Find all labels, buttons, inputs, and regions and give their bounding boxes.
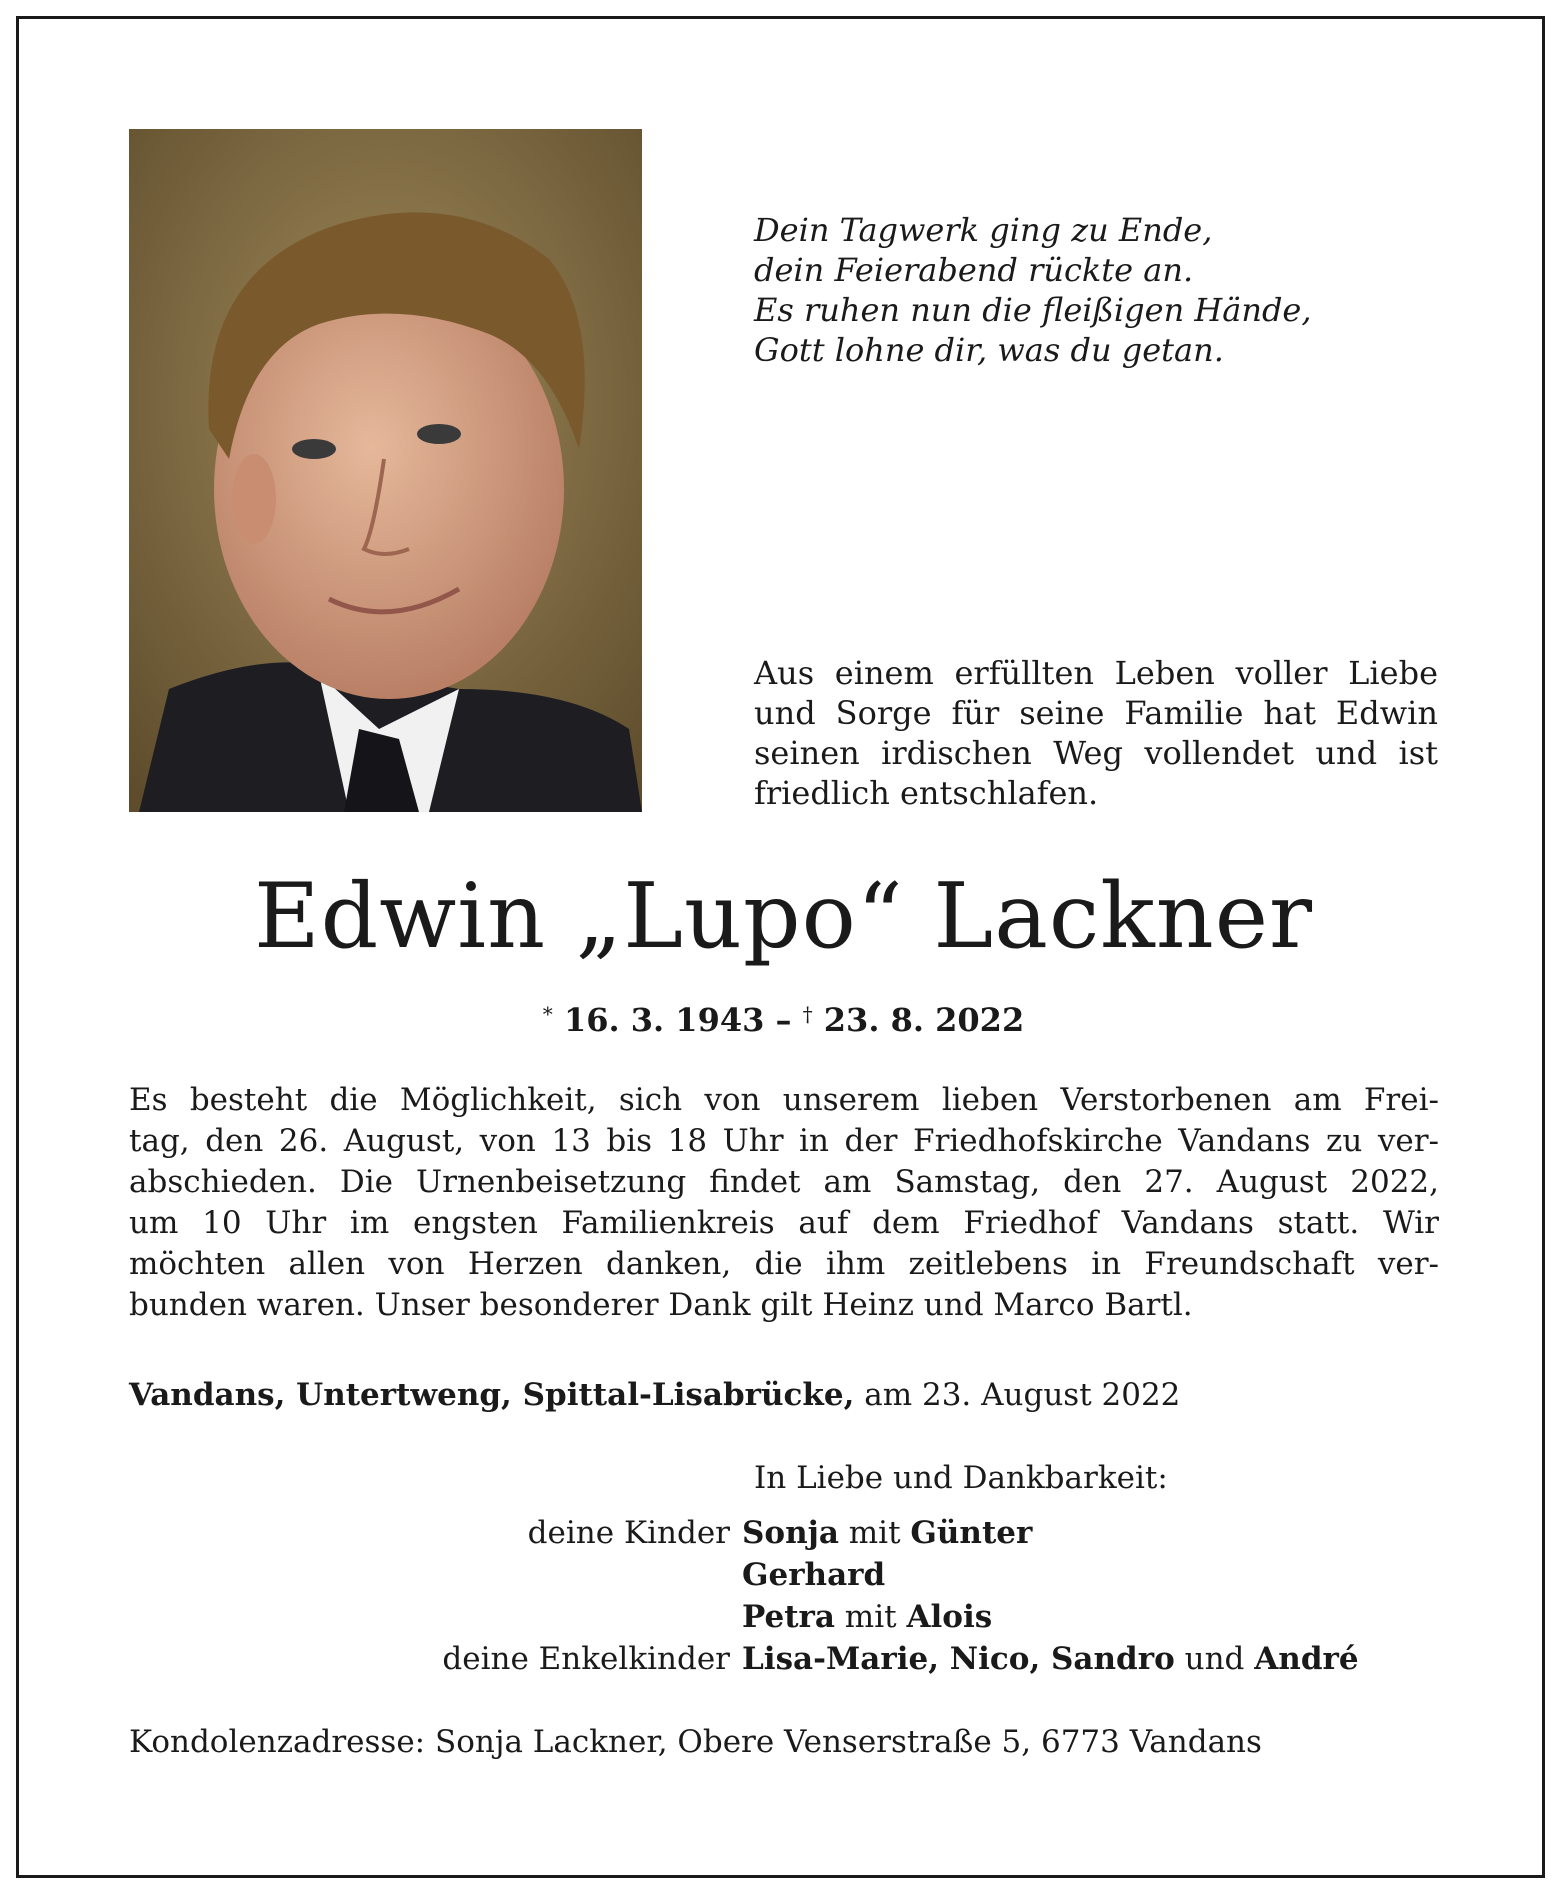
family-row xyxy=(0,1596,1567,1638)
family-list xyxy=(0,1512,1567,1680)
birth-symbol: * xyxy=(542,1002,553,1026)
announcement-line: bunden waren. Unser besonderer Dank gilt Heinz und Marco Bartl. xyxy=(129,1287,1193,1323)
grandchildren-label: deine Enkelkinder xyxy=(442,1641,730,1677)
child-name: Sonja xyxy=(742,1515,839,1551)
announcement-line: um 10 Uhr im engsten Familienkreis auf dem Friedhof Vandans statt. Wir xyxy=(129,1205,1439,1241)
poem-line: Dein Tagwerk ging zu Ende, xyxy=(754,211,1213,249)
with-text: mit xyxy=(834,1599,907,1635)
tribute-text xyxy=(754,653,1438,813)
memorial-poem xyxy=(754,210,1312,370)
poem-line: Gott lohne dir, was du getan. xyxy=(754,331,1224,369)
partner-name: Alois xyxy=(906,1599,993,1635)
children-label: deine Kinder xyxy=(527,1515,730,1551)
place-and-date xyxy=(129,1375,1180,1415)
death-date: 23. 8. 2022 xyxy=(823,1001,1025,1039)
places: Vandans, Untertweng, Spittal-Lisabrücke, xyxy=(129,1377,855,1413)
tribute-line: seinen irdischen Weg vollendet und ist xyxy=(754,734,1438,772)
life-dates xyxy=(0,994,1567,1040)
announcement-line: Es besteht die Möglichkeit, sich von unserem lieben Verstorbenen am Frei- xyxy=(129,1082,1439,1118)
and-text: und xyxy=(1174,1641,1255,1677)
announcement-line: abschieden. Die Urnenbeisetzung findet am Samstag, den 27. August 2022, xyxy=(129,1164,1439,1200)
announcement-line: möchten allen von Herzen danken, die ihm zeitlebens in Freundschaft ver- xyxy=(129,1246,1439,1282)
tribute-line: friedlich entschlafen. xyxy=(754,774,1099,812)
grandchildren-names: Lisa-Marie, Nico, Sandro xyxy=(742,1641,1175,1677)
death-symbol: † xyxy=(802,1002,813,1026)
deceased-name: Edwin „Lupo“ Lackner xyxy=(253,864,1314,969)
poem-line: Es ruhen nun die fleißigen Hände, xyxy=(754,291,1312,329)
family-row-children xyxy=(0,1512,1567,1554)
birth-date: 16. 3. 1943 xyxy=(563,1001,765,1039)
announcement-text xyxy=(129,1080,1439,1326)
family-row xyxy=(0,1554,1567,1596)
with-text: mit xyxy=(838,1515,911,1551)
date-separator: – xyxy=(764,1001,803,1039)
family-row-grandchildren xyxy=(0,1638,1567,1680)
partner-name: Günter xyxy=(910,1515,1033,1551)
notice-date: am 23. August 2022 xyxy=(854,1377,1181,1413)
portrait-photo xyxy=(129,129,642,812)
grandchild-name: André xyxy=(1254,1641,1359,1677)
poem-line: dein Feierabend rückte an. xyxy=(754,251,1194,289)
tribute-line: Aus einem erfüllten Leben voller Liebe xyxy=(754,654,1438,692)
condolence-address: Kondolenzadresse: Sonja Lackner, Obere Venserstraße 5, 6773 Vandans xyxy=(129,1724,1262,1760)
closing-line: In Liebe und Dankbarkeit: xyxy=(754,1460,1168,1496)
child-name: Gerhard xyxy=(742,1557,886,1593)
announcement-line: tag, den 26. August, von 13 bis 18 Uhr in der Friedhofskirche Vandans zu ver- xyxy=(129,1123,1439,1159)
tribute-line: und Sorge für seine Familie hat Edwin xyxy=(754,694,1438,732)
child-name: Petra xyxy=(742,1599,835,1635)
